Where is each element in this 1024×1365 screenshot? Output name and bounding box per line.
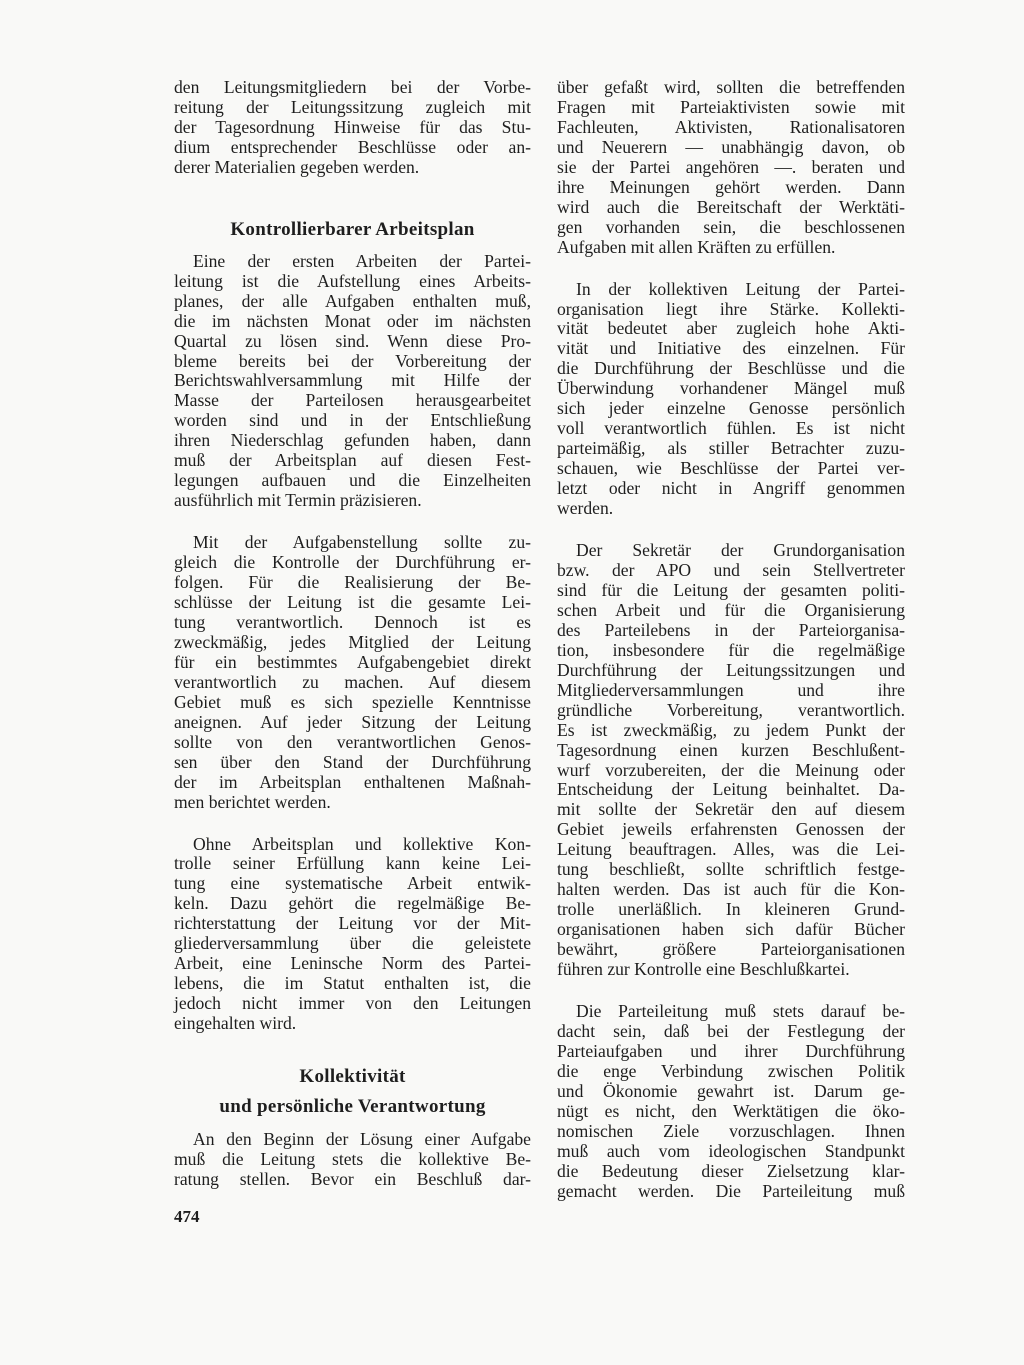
text-line: sind für die Leitung der gesamten politi-	[557, 579, 905, 600]
text-line: planes, der alle Aufgaben enthalten muß,	[174, 290, 531, 311]
text-line: schen Arbeit und für die Organisierung	[557, 599, 905, 620]
text-line: sollte von den verantwortlichen Genos-	[174, 731, 531, 752]
text-line: nomischen Ziele vorzuschlagen. Ihnen	[557, 1120, 905, 1141]
text-line: ausführlich mit Termin präzisieren.	[174, 490, 422, 511]
text-line: tung verantwortlich. Dennoch ist es	[174, 611, 531, 632]
text-line: sie der Partei angehören —. beraten und	[557, 156, 905, 177]
text-line: dacht sein, daß bei der Festlegung der	[557, 1020, 905, 1041]
text-line: aneignen. Auf jeder Sitzung der Leitung	[174, 711, 531, 732]
left-column	[174, 78, 531, 1212]
text-line: Überwindung vorhandener Mängel muß	[557, 378, 905, 399]
text-line: sich jeder einzelne Genosse persönlich	[557, 398, 905, 419]
intro-paragraph	[174, 78, 531, 178]
page-number: 474	[174, 1207, 200, 1226]
text-line: für ein bestimmtes Aufgabengebiet direkt	[174, 651, 531, 672]
text-line: des Parteilebens in der Parteiorganisa-	[557, 619, 905, 640]
text-line: tung beschließt, sollte schriftlich festge-	[557, 859, 905, 880]
text-line: die im nächsten Monat oder im nächsten	[174, 310, 531, 331]
text-line: gleich die Kontrolle der Durchführung er-	[174, 552, 531, 573]
text-line: ihre Meinungen gehört werden. Dann	[557, 176, 905, 197]
text-line: Masse der Parteilosen herausgearbeitet	[174, 390, 531, 411]
text-line: Durchführung der Leitungssitzungen und	[557, 659, 905, 680]
text-line: und Ökonomie gewahrt ist. Darum ge-	[557, 1080, 905, 1101]
text-line: muß die Leitung stets die kollektive Be-	[174, 1148, 531, 1169]
text-line: tion, insbesondere für die regelmäßige	[557, 639, 905, 660]
paragraph-arbeitsplan-2	[174, 533, 531, 812]
paragraph-kollektiv-1	[174, 1130, 531, 1190]
text-line: führen zur Kontrolle eine Beschlußkartei.	[557, 959, 850, 980]
text-line: jedoch nicht immer von den Leitungen	[174, 993, 531, 1014]
text-line: organisationen haben sich dafür Bücher	[557, 919, 905, 940]
text-line: Es ist zweckmäßig, zu jedem Punkt der	[557, 719, 905, 740]
text-line: gliederversammlung über die geleistete	[174, 933, 531, 954]
text-line: werden.	[557, 498, 614, 519]
paragraph-parteileitung	[557, 1002, 905, 1202]
text-line: den Leitungsmitgliedern bei der Vorbe-	[174, 77, 531, 97]
text-line: nügt es nicht, den Werktätigen die öko-	[557, 1100, 905, 1121]
text-line: Eine der ersten Arbeiten der Partei-	[193, 250, 531, 271]
paragraph-arbeitsplan-1	[174, 252, 531, 511]
text-line: der im Arbeitsplan enthaltenen Maßnah-	[174, 771, 531, 792]
text-line: Ohne Arbeitsplan und kollektive Kon-	[193, 833, 531, 854]
text-line: über gefaßt wird, sollten die betreffenden	[557, 77, 905, 97]
text-line: wurf vorzubereiten, der die Meinung oder	[557, 759, 905, 780]
text-line: Berichtswahlversammlung mit Hilfe der	[174, 370, 531, 391]
text-line: dium entsprechender Beschlüsse oder an-	[174, 136, 531, 157]
text-line: Gebiet muß es sich spezielle Kenntnisse	[174, 691, 531, 712]
paragraph-continued	[557, 78, 905, 258]
text-line: organisation liegt ihre Stärke. Kollekti-	[557, 298, 905, 319]
text-line: leitung ist die Aufstellung eines Arbeits-	[174, 270, 531, 291]
text-line: ratung stellen. Bevor ein Beschluß dar-	[174, 1168, 531, 1189]
section-heading-arbeitsplan: Kontrollierbarer Arbeitsplan	[230, 218, 475, 240]
text-line: verantwortlich zu machen. Auf diesem	[174, 671, 531, 692]
text-line: bzw. der APO und sein Stellvertreter	[557, 559, 905, 580]
text-line: worden sind und in der Entschließung	[174, 410, 531, 431]
paragraph-sekretaer	[557, 541, 905, 980]
text-line: sen über den Stand der Durchführung	[174, 751, 531, 772]
text-line: folgen. Für die Realisierung der Be-	[174, 572, 531, 593]
text-line: tung eine systematische Arbeit entwik-	[174, 873, 531, 894]
right-column	[557, 78, 905, 1224]
text-line: Tagesordnung einen kurzen Beschlußent-	[557, 739, 905, 760]
text-line: die Bedeutung dieser Zielsetzung klar-	[557, 1160, 905, 1181]
text-line: muß der Arbeitsplan auf diesen Fest-	[174, 450, 531, 471]
text-line: ihren Niederschlag gefunden haben, dann	[174, 430, 531, 451]
text-line: mit sollte der Sekretär den auf diesem	[557, 799, 905, 820]
text-line: Mitgliederversammlungen und ihre	[557, 679, 905, 700]
text-line: vität und Initiative des einzelnen. Für	[557, 338, 905, 359]
text-line: gründliche Vorbereitung, verantwortlich.	[557, 699, 905, 720]
text-line: schauen, wie Beschlüsse der Partei ver-	[557, 458, 905, 479]
text-line: parteimäßig, als stiller Betrachter zuzu-	[557, 438, 905, 459]
text-line: vität bedeutet aber zugleich hohe Akti-	[557, 318, 905, 339]
text-line: richterstattung der Leitung vor der Mit-	[174, 913, 531, 934]
text-line: die Durchführung der Beschlüsse und die	[557, 358, 905, 379]
paragraph-kollektive-leitung	[557, 280, 905, 519]
text-line: trolle seiner Erfüllung kann keine Lei-	[174, 853, 531, 874]
heading-line-1: Kollektivität	[299, 1066, 406, 1088]
text-line: die enge Verbindung zwischen Politik	[557, 1060, 905, 1081]
text-line: der Tagesordnung Hinweise für das Stu-	[174, 116, 531, 137]
text-line: men berichtet werden.	[174, 791, 331, 812]
text-line: Die Parteileitung muß stets darauf be-	[576, 1000, 905, 1021]
text-line: wird auch die Bereitschaft der Werktäti-	[557, 196, 905, 217]
text-line: lebens, die im Statut enthalten ist, die	[174, 973, 531, 994]
text-line: Aufgaben mit allen Kräften zu erfüllen.	[557, 236, 836, 257]
text-line: bleme bereits bei der Vorbereitung der	[174, 350, 531, 371]
text-line: An den Beginn der Lösung einer Aufgabe	[193, 1129, 531, 1150]
paragraph-arbeitsplan-3	[174, 835, 531, 1035]
text-line: gemacht werden. Die Parteileitung muß	[557, 1180, 905, 1201]
text-line: Der Sekretär der Grundorganisation	[576, 540, 905, 561]
text-line: gen vorhanden sein, die beschlossenen	[557, 216, 905, 237]
text-line: Fachleuten, Aktivisten, Rationalisatoren	[557, 116, 905, 137]
heading-line-2: und persönliche Verantwortung	[219, 1096, 486, 1118]
text-line: Leitung beauftragen. Alles, was die Lei-	[557, 839, 905, 860]
text-line: Entscheidung der Leitung beinhaltet. Da-	[557, 779, 905, 800]
text-line: Parteiaufgaben und ihrer Durchführung	[557, 1040, 905, 1061]
text-line: und Neuerern — unabhängig davon, ob	[557, 136, 905, 157]
text-line: trolle unerläßlich. In kleineren Grund-	[557, 899, 905, 920]
text-line: legungen aufbauen und die Einzelheiten	[174, 470, 531, 491]
text-line: Mit der Aufgabenstellung sollte zu-	[193, 532, 531, 553]
text-line: bewährt, größere Parteiorganisationen	[557, 939, 905, 960]
text-line: zweckmäßig, jedes Mitglied der Leitung	[174, 631, 531, 652]
text-line: reitung der Leitungssitzung zugleich mit	[174, 96, 531, 117]
text-line: derer Materialien gegeben werden.	[174, 156, 420, 177]
text-line: In der kollektiven Leitung der Partei-	[576, 278, 905, 299]
text-line: muß auch vom ideologischen Standpunkt	[557, 1140, 905, 1161]
text-line: Quartal zu lösen sind. Wenn diese Pro-	[174, 330, 531, 351]
text-line: schlüsse der Leitung ist die gesamte Lei-	[174, 592, 531, 613]
text-line: letzt oder nicht in Angriff genommen	[557, 478, 905, 499]
text-line: voll verantwortlich fühlen. Es ist nicht	[557, 418, 905, 439]
text-line: keln. Dazu gehört die regelmäßige Be-	[174, 893, 531, 914]
section-heading-kollektivitaet	[174, 1062, 531, 1122]
text-line: Fragen mit Parteiaktivisten sowie mit	[557, 96, 905, 117]
text-line: eingehalten wird.	[174, 1013, 297, 1034]
text-line: Gebiet jeweils erfahrensten Genossen der	[557, 819, 905, 840]
text-line: halten werden. Das ist auch für die Kon-	[557, 879, 905, 900]
text-line: Arbeit, eine Leninsche Norm des Partei-	[174, 953, 531, 974]
